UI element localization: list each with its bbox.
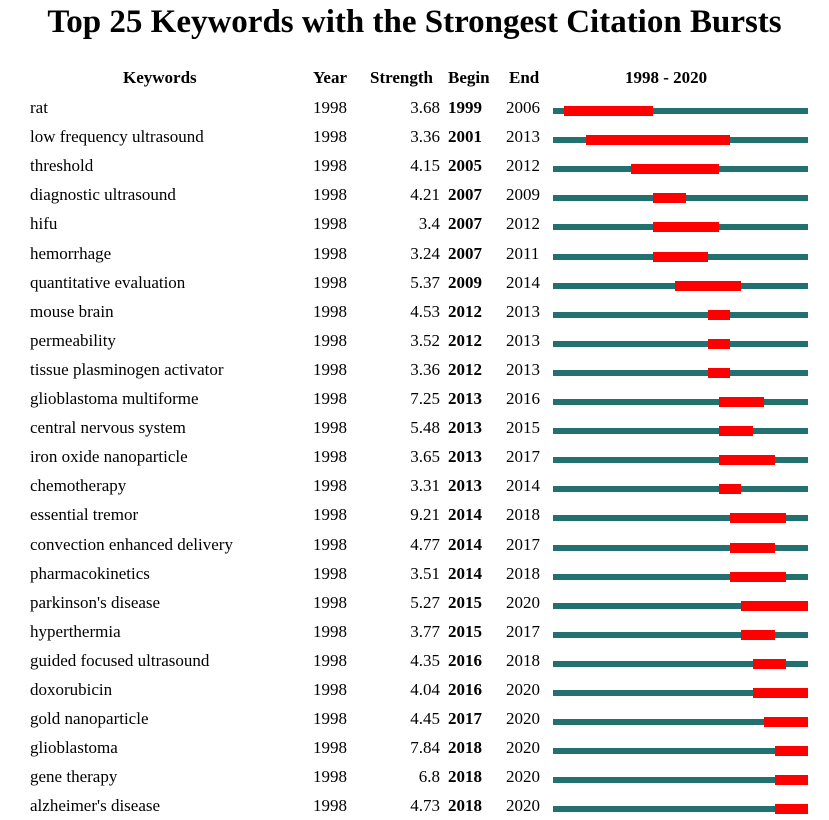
table-row: [0, 326, 829, 355]
table-row: [0, 530, 829, 559]
burst-bar: [586, 135, 730, 145]
strength-cell: 3.36: [410, 359, 440, 379]
keyword-cell: gene therapy: [30, 767, 118, 787]
strength-cell: 4.77: [410, 534, 440, 554]
begin-cell: 2007: [448, 185, 482, 205]
begin-cell: 2001: [448, 127, 482, 147]
timeline-track: [553, 777, 808, 783]
table-row: [0, 704, 829, 733]
year-cell: 1998: [313, 389, 347, 408]
table-row: [0, 617, 829, 646]
end-cell: 2020: [506, 738, 540, 758]
begin-cell: 2015: [448, 621, 482, 641]
begin-cell: 2012: [448, 301, 482, 321]
end-cell: 2014: [506, 272, 540, 292]
keyword-cell: alzheimer's disease: [30, 796, 161, 816]
keyword-cell: central nervous system: [30, 418, 186, 438]
timeline-track: [553, 661, 808, 667]
strength-cell: 9.21: [410, 505, 440, 525]
header-begin: Begin: [448, 68, 490, 87]
timeline-track: [553, 748, 808, 754]
end-cell: 2013: [506, 359, 540, 379]
begin-cell: 2016: [448, 650, 482, 670]
timeline-track: [553, 312, 808, 318]
strength-cell: 4.21: [410, 185, 440, 205]
end-cell: 2020: [506, 767, 540, 787]
burst-bar: [753, 659, 786, 669]
begin-cell: 2015: [448, 592, 482, 612]
year-cell: 1998: [313, 272, 347, 292]
table-row: [0, 733, 829, 762]
begin-cell: 2007: [448, 243, 482, 263]
timeline-track: [553, 224, 808, 230]
burst-bar: [719, 455, 774, 465]
table-row: [0, 122, 829, 151]
strength-cell: 3.51: [410, 563, 440, 583]
begin-cell: 2012: [448, 330, 482, 350]
burst-bar: [653, 193, 686, 203]
burst-bar: [775, 804, 808, 814]
keyword-cell: gold nanoparticle: [30, 709, 149, 729]
end-cell: 2013: [506, 330, 540, 350]
year-cell: 1998: [313, 767, 347, 787]
timeline-track: [553, 515, 808, 521]
header-strength: Strength: [370, 68, 433, 87]
timeline-track: [553, 195, 808, 201]
burst-bar: [653, 252, 708, 262]
year-cell: 1998: [313, 650, 347, 670]
strength-cell: 4.45: [410, 709, 440, 729]
keyword-cell: diagnostic ultrasound: [30, 185, 176, 205]
timeline-track: [553, 457, 808, 463]
year-cell: 1998: [313, 156, 347, 176]
table-row: [0, 442, 829, 471]
year-cell: 1998: [313, 447, 347, 467]
year-cell: 1998: [313, 738, 347, 758]
end-cell: 2018: [506, 505, 540, 525]
strength-cell: 5.27: [410, 592, 440, 612]
keyword-cell: guided focused ultrasound: [30, 650, 210, 670]
burst-bar: [564, 106, 653, 116]
keyword-cell: parkinson's disease: [30, 592, 161, 612]
timeline-track: [553, 108, 808, 114]
keyword-cell: hifu: [30, 214, 58, 234]
burst-bar: [719, 426, 752, 436]
strength-cell: 4.53: [410, 301, 440, 321]
burst-bar: [730, 572, 785, 582]
end-cell: 2020: [506, 592, 540, 612]
begin-cell: 2009: [448, 272, 482, 292]
end-cell: 2017: [506, 534, 540, 554]
year-cell: 1998: [313, 185, 347, 205]
table-row: [0, 762, 829, 791]
chart-title: Top 25 Keywords with the Strongest Citation Bursts: [47, 4, 782, 40]
strength-cell: 4.04: [410, 680, 440, 699]
header-year: Year: [313, 68, 347, 87]
keyword-cell: convection enhanced delivery: [30, 534, 233, 554]
begin-cell: 2018: [448, 796, 482, 816]
end-cell: 2014: [506, 476, 540, 496]
strength-cell: 5.48: [410, 418, 440, 438]
header-range: 1998 - 2020: [625, 68, 708, 87]
table-row: [0, 588, 829, 617]
end-cell: 2018: [506, 563, 540, 583]
strength-cell: 3.24: [410, 243, 440, 263]
strength-cell: 3.52: [410, 330, 440, 350]
begin-cell: 2016: [448, 680, 482, 699]
burst-bar: [708, 310, 730, 320]
begin-cell: 2007: [448, 214, 482, 234]
begin-cell: 2013: [448, 418, 482, 438]
strength-cell: 3.68: [410, 98, 440, 117]
burst-bar: [675, 281, 742, 291]
timeline-track: [553, 428, 808, 434]
timeline-track: [553, 806, 808, 812]
year-cell: 1998: [313, 359, 347, 379]
strength-cell: 7.25: [410, 389, 440, 408]
end-cell: 2017: [506, 447, 540, 467]
year-cell: 1998: [313, 505, 347, 525]
timeline-track: [553, 486, 808, 492]
year-cell: 1998: [313, 127, 347, 147]
keyword-cell: hyperthermia: [30, 621, 121, 641]
end-cell: 2009: [506, 185, 540, 205]
year-cell: 1998: [313, 243, 347, 263]
burst-bar: [741, 630, 774, 640]
year-cell: 1998: [313, 709, 347, 729]
keyword-cell: rat: [30, 98, 48, 117]
burst-bar: [775, 775, 808, 785]
year-cell: 1998: [313, 563, 347, 583]
year-cell: 1998: [313, 418, 347, 438]
strength-cell: 6.8: [418, 767, 440, 787]
begin-cell: 1999: [448, 98, 482, 117]
table-row: [0, 675, 829, 704]
end-cell: 2018: [506, 650, 540, 670]
table-row: [0, 297, 829, 326]
burst-bar: [719, 397, 763, 407]
keyword-cell: hemorrhage: [30, 243, 112, 263]
strength-cell: 3.36: [410, 127, 440, 147]
table-row: [0, 500, 829, 529]
timeline-track: [553, 166, 808, 172]
keyword-cell: chemotherapy: [30, 476, 127, 496]
year-cell: 1998: [313, 680, 347, 699]
keyword-cell: glioblastoma multiforme: [30, 389, 199, 408]
keyword-cell: threshold: [30, 156, 94, 176]
timeline-track: [553, 690, 808, 696]
keyword-cell: essential tremor: [30, 505, 139, 525]
timeline-track: [553, 574, 808, 580]
table-row: [0, 209, 829, 238]
timeline-track: [553, 254, 808, 260]
begin-cell: 2013: [448, 447, 482, 467]
burst-bar: [708, 339, 730, 349]
table-row: [0, 355, 829, 384]
strength-cell: 3.77: [410, 621, 440, 641]
table-row: [0, 384, 829, 413]
burst-bar: [764, 717, 808, 727]
year-cell: 1998: [313, 621, 347, 641]
burst-bar: [775, 746, 808, 756]
table-row: [0, 239, 829, 268]
end-cell: 2011: [506, 243, 540, 263]
strength-cell: 4.15: [410, 156, 440, 176]
begin-cell: 2018: [448, 767, 482, 787]
strength-cell: 3.4: [418, 214, 440, 234]
keyword-cell: permeability: [30, 330, 116, 350]
end-cell: 2016: [506, 389, 540, 408]
burst-bar: [730, 513, 785, 523]
keyword-cell: glioblastoma: [30, 738, 118, 758]
keyword-cell: pharmacokinetics: [30, 563, 150, 583]
begin-cell: 2018: [448, 738, 482, 758]
end-cell: 2013: [506, 127, 540, 147]
header-keywords: Keywords: [123, 68, 197, 87]
begin-cell: 2005: [448, 156, 482, 176]
end-cell: 2013: [506, 301, 540, 321]
year-cell: 1998: [313, 534, 347, 554]
year-cell: 1998: [313, 796, 347, 816]
end-cell: 2006: [506, 98, 540, 117]
keyword-cell: tissue plasminogen activator: [30, 359, 224, 379]
burst-bar: [753, 688, 808, 698]
begin-cell: 2014: [448, 534, 482, 554]
keyword-cell: low frequency ultrasound: [30, 127, 204, 147]
end-cell: 2012: [506, 156, 540, 176]
year-cell: 1998: [313, 214, 347, 234]
burst-bar: [653, 222, 720, 232]
begin-cell: 2012: [448, 359, 482, 379]
table-row: [0, 646, 829, 675]
strength-cell: 5.37: [410, 272, 440, 292]
timeline-track: [553, 719, 808, 725]
burst-bar: [719, 484, 741, 494]
end-cell: 2020: [506, 680, 540, 699]
year-cell: 1998: [313, 592, 347, 612]
year-cell: 1998: [313, 330, 347, 350]
begin-cell: 2017: [448, 709, 482, 729]
end-cell: 2020: [506, 796, 540, 816]
table-row: [0, 471, 829, 500]
timeline-track: [553, 370, 808, 376]
end-cell: 2017: [506, 621, 540, 641]
timeline-track: [553, 603, 808, 609]
burst-bar: [708, 368, 730, 378]
strength-cell: 3.65: [410, 447, 440, 467]
burst-bar: [741, 601, 808, 611]
table-row: [0, 413, 829, 442]
burst-bar: [730, 543, 774, 553]
table-row: [0, 93, 829, 122]
begin-cell: 2014: [448, 563, 482, 583]
begin-cell: 2013: [448, 476, 482, 496]
strength-cell: 4.35: [410, 650, 440, 670]
year-cell: 1998: [313, 301, 347, 321]
end-cell: 2015: [506, 418, 540, 438]
keyword-cell: doxorubicin: [30, 680, 113, 699]
timeline-track: [553, 545, 808, 551]
timeline-track: [553, 137, 808, 143]
table-row: [0, 151, 829, 180]
year-cell: 1998: [313, 476, 347, 496]
table-row: [0, 180, 829, 209]
keyword-cell: mouse brain: [30, 301, 114, 321]
table-row: [0, 791, 829, 820]
end-cell: 2020: [506, 709, 540, 729]
timeline-track: [553, 632, 808, 638]
year-cell: 1998: [313, 98, 347, 117]
begin-cell: 2013: [448, 389, 482, 408]
table-row: [0, 268, 829, 297]
end-cell: 2012: [506, 214, 540, 234]
strength-cell: 3.31: [410, 476, 440, 496]
keyword-cell: iron oxide nanoparticle: [30, 447, 188, 467]
timeline-track: [553, 283, 808, 289]
timeline-track: [553, 399, 808, 405]
strength-cell: 4.73: [410, 796, 440, 816]
header-end: End: [509, 68, 540, 87]
keyword-cell: quantitative evaluation: [30, 272, 186, 292]
timeline-track: [553, 341, 808, 347]
table-row: [0, 559, 829, 588]
burst-bar: [631, 164, 720, 174]
strength-cell: 7.84: [410, 738, 440, 758]
begin-cell: 2014: [448, 505, 482, 525]
